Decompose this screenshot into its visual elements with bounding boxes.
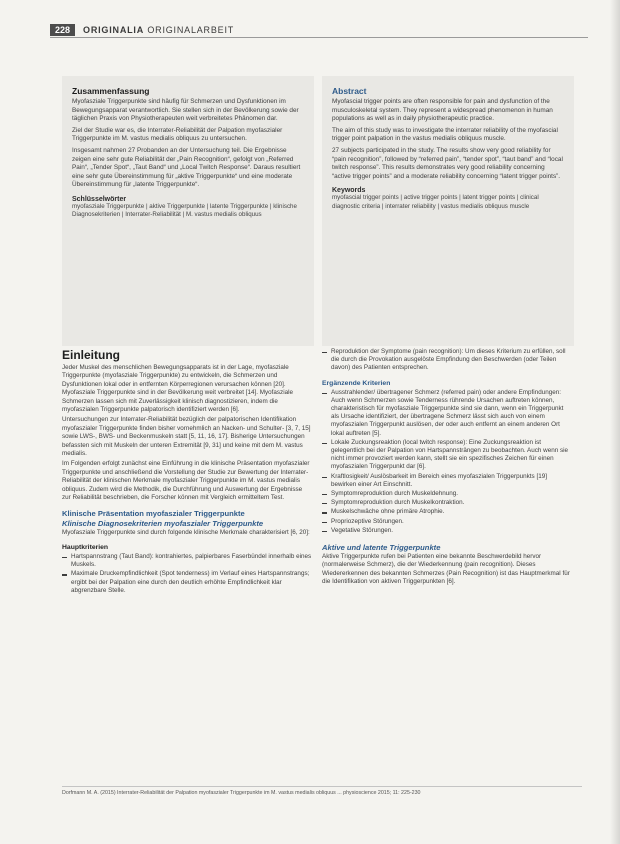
body-paragraph: Jeder Muskel des menschlichen Bewegungsapparats ist in der Lage, myofasziale Triggerpunkte (myofasziale Triggerpunkte) zu entwickeln, die Schmerzen und Dysfunktionen lokal oder in entfernten Körperregionen verursachen können [20]. Myofasziale Triggerpunkte sind in der Bevölkerung weit verbreitet [14]. Myofasziale Schmerzen lassen sich mit Zuverlässigkeit klinisch diagnostizieren, indem die myofaszialen Triggerpunkte palpatorisch identifiziert werden [6]. — [62, 364, 293, 414]
body-paragraph: Untersuchungen zur Interrater-Reliabilität bezüglich der palpatorischen Identifikation myofaszialer Triggerpunkte finden bisher vornehmlich an Nacken- und Schulter- [3, 7, 15] sowie LWS-, BWS- und Beckenmuskeln statt [5, 11, 16, 17]. Bisherige Untersuchungen befassten sich mit Muskeln der unteren Extremität [9, 31] und keine mit dem M. vastus medialis. — [62, 416, 311, 458]
abstract-english-paragraph: The aim of this study was to investigate the interrater reliability of the myofascial trigger point palpation in the vastus medialis obliquus muscle. — [332, 126, 558, 143]
main-criteria-list — [62, 553, 312, 595]
introduction-heading: Einleitung — [62, 348, 120, 362]
scan-edge-shadow — [610, 0, 620, 844]
abstract-english-title: Abstract — [332, 86, 367, 96]
abstract-german — [62, 76, 314, 346]
list-item: Ausstrahlender/ übertragener Schmerz (referred pain) oder andere Empfindungen: Auch wenn Schmerzen sowie Tenderness rührende Ursachen auftreten können, charakteristisch für myofasziale Triggerpunkte sind sie dann, wenn ein Triggerpunkt als Ursache identifiziert, der übertragene Schmerz lässt sich auch von einem myofaszialen Triggerpunkt auslösen, der oder auch entfernt an einem anderen Ort lokal auftreten [5]. — [322, 389, 572, 438]
section-title-bold: ORIGINALIA — [83, 25, 145, 35]
body-paragraph: Im Folgenden erfolgt zunächst eine Einführung in die klinische Präsentation myofaszialer Triggerpunkte und anschließend die Vorstellung der Studie zur Bewertung der Interrater-Reliabilität der klinischen Merkmale myofaszialer Triggerpunkte im M. vastus medialis obliquus. Zudem wird die Methodik, die Durchführung und Auswertung der Ergebnisse zur Reliabilität beschrieben, die Forscher können mit Vergleich ermitteltem Test. — [62, 460, 310, 502]
body-column-left — [62, 348, 312, 596]
abstract-german-title: Zusammenfassung — [72, 86, 150, 96]
subheading-clinical-presentation: Klinische Präsentation myofaszialer Triggerpunkte — [62, 508, 245, 518]
supplementary-criteria-list — [322, 389, 572, 535]
body-column-right — [322, 348, 572, 589]
pain-recognition-list — [322, 348, 572, 373]
abstract-german-paragraph: Myofasziale Triggerpunkte sind häufig für Schmerzen und Dysfunktionen im Bewegungsapparat verantwortlich. Sie stellen sich in der Bevölkerung sowie der täglichen Praxis von Physiotherapeuten weit verbreitetes Phänomen dar. — [72, 98, 299, 123]
page-number: 228 — [50, 24, 75, 36]
subheading-diagnostic-criteria: Klinische Diagnosekriterien myofaszialer Triggerpunkte — [62, 518, 264, 528]
list-item: Muskelschwäche ohne primäre Atrophie. — [322, 508, 572, 516]
body-paragraph: Aktive Triggerpunkte rufen bei Patienten eine bekannte Beschwerdebild hervor (normalerweise Schmerz), die der Wiederkennung (pain recognition). Dieses Wiedererkennen des bekannten Schmerzes (Pain Recognition) ist das Hauptmerkmal für die Identifikation von aktiven Triggerpunkten [6]. — [322, 553, 570, 586]
list-item: Lokale Zuckungsreaktion (local twitch response): Eine Zuckungsreaktion ist gelegentlich bei der Palpation von Hartspannsträngen zu beobachten. Auch wenn sie nicht immer provoziert werden kann, stellt sie ein spezifisches Zeichen für einen myofaszialen Triggerpunkt dar [6]. — [322, 439, 572, 472]
keywords-german-title: Schlüsselwörter — [72, 195, 127, 203]
list-item: Hartspannstrang (Taut Band): kontrahiertes, palpierbares Faserbündel innerhalb eines Muskels. — [62, 553, 312, 569]
citation-footer: Dorfmann M. A. (2015) Interrater-Reliabilität der Palpation myofaszialer Triggerpunkte im M. vastus medialis obliquus ... physioscience 2015; 11: 225-230 — [62, 790, 421, 796]
list-item: Vegetative Störungen. — [322, 527, 572, 535]
abstract-english-paragraph: 27 subjects participated in the study. The results show very good reliability for “pain recognition”, followed by “referred pain”, “tender spot”, “taut band” and “local twitch response”. This results demonstrates very good reliability concerning “active trigger points” and a moderate reliability concerning “latent trigger points”. — [332, 146, 563, 180]
header-rule — [50, 37, 588, 38]
keywords-english: myofascial trigger points | active trigger points | latent trigger points | clinical diagnostic criteria | interrater reliability | vastus medialis obliquus muscle — [332, 194, 539, 210]
list-item: Kraftlosigkeit/ Auslösbarkeit im Bereich eines myofaszialen Triggerpunkts [19] bewirken einer Art Einschnitt. — [322, 473, 572, 489]
list-item: Reproduktion der Symptome (pain recognition): Um dieses Kriterium zu erfüllen, soll die durch die Provokation ausgelöste Empfindung den Beschwerden (oder Teilen davon) des Patienten entsprechen. — [322, 348, 572, 373]
keywords-german: myofasziale Triggerpunkte | aktive Triggerpunkte | latente Triggerpunkte | klinische Diagnosekriterien | Interrater-Reliabilität | M. vastus medialis obliquus — [72, 202, 297, 219]
supplementary-criteria-heading: Ergänzende Kriterien — [322, 379, 391, 387]
section-title — [83, 25, 234, 35]
abstract-german-paragraph: Ziel der Studie war es, die Interrater-Reliabilität der Palpation myofaszialer Triggerpunkte im M. vastus medialis obliquus zu untersuchen. — [72, 126, 283, 143]
keywords-english-title: Keywords — [332, 187, 366, 195]
subheading-active-latent: Aktive und latente Triggerpunkte — [322, 543, 441, 553]
abstract-english — [322, 76, 574, 346]
list-item: Maximale Druckempfindlichkeit (Spot tenderness) im Verlauf eines Hartspannstrangs; ergibt bei der Palpation eine durch den deutlich erhöhte Empfindlichkeit klar abgrenzbare Stelle. — [62, 570, 312, 595]
abstract-german-paragraph: Insgesamt nahmen 27 Probanden an der Untersuchung teil. Die Ergebnisse zeigen eine sehr gute Reliabilität der „Pain Recognition“, gefolgt von „Referred Pain“, „Tender Spot“, „Taut Band“ und „Local Twitch Response“. Daraus resultiert eine sehr gute Übereinstimmung für „aktive Triggerpunkte“ und eine moderate Übereinstimmung für „latente Triggerpunkte“. — [72, 146, 301, 189]
page-header — [50, 24, 234, 36]
list-item: Symptomreproduktion durch Muskelkontraktion. — [322, 499, 572, 507]
section-title-rest: ORIGINALARBEIT — [147, 25, 235, 35]
list-item: Symptomreproduktion durch Muskeldehnung. — [322, 490, 572, 498]
main-criteria-heading: Hauptkriterien — [62, 543, 109, 551]
footer-rule — [62, 786, 582, 787]
abstract-english-paragraph: Myofascial trigger points are often responsible for pain and dysfunction of the musculoskeletal system. They represent a widespread phenomenon in human populations as well as in daily physiotherapeutic practice. — [332, 98, 553, 123]
body-paragraph: Myofasziale Triggerpunkte sind durch folgende klinische Merkmale charakterisiert [6, 20]: — [62, 528, 310, 536]
list-item: Propriozeptive Störungen. — [322, 518, 572, 526]
